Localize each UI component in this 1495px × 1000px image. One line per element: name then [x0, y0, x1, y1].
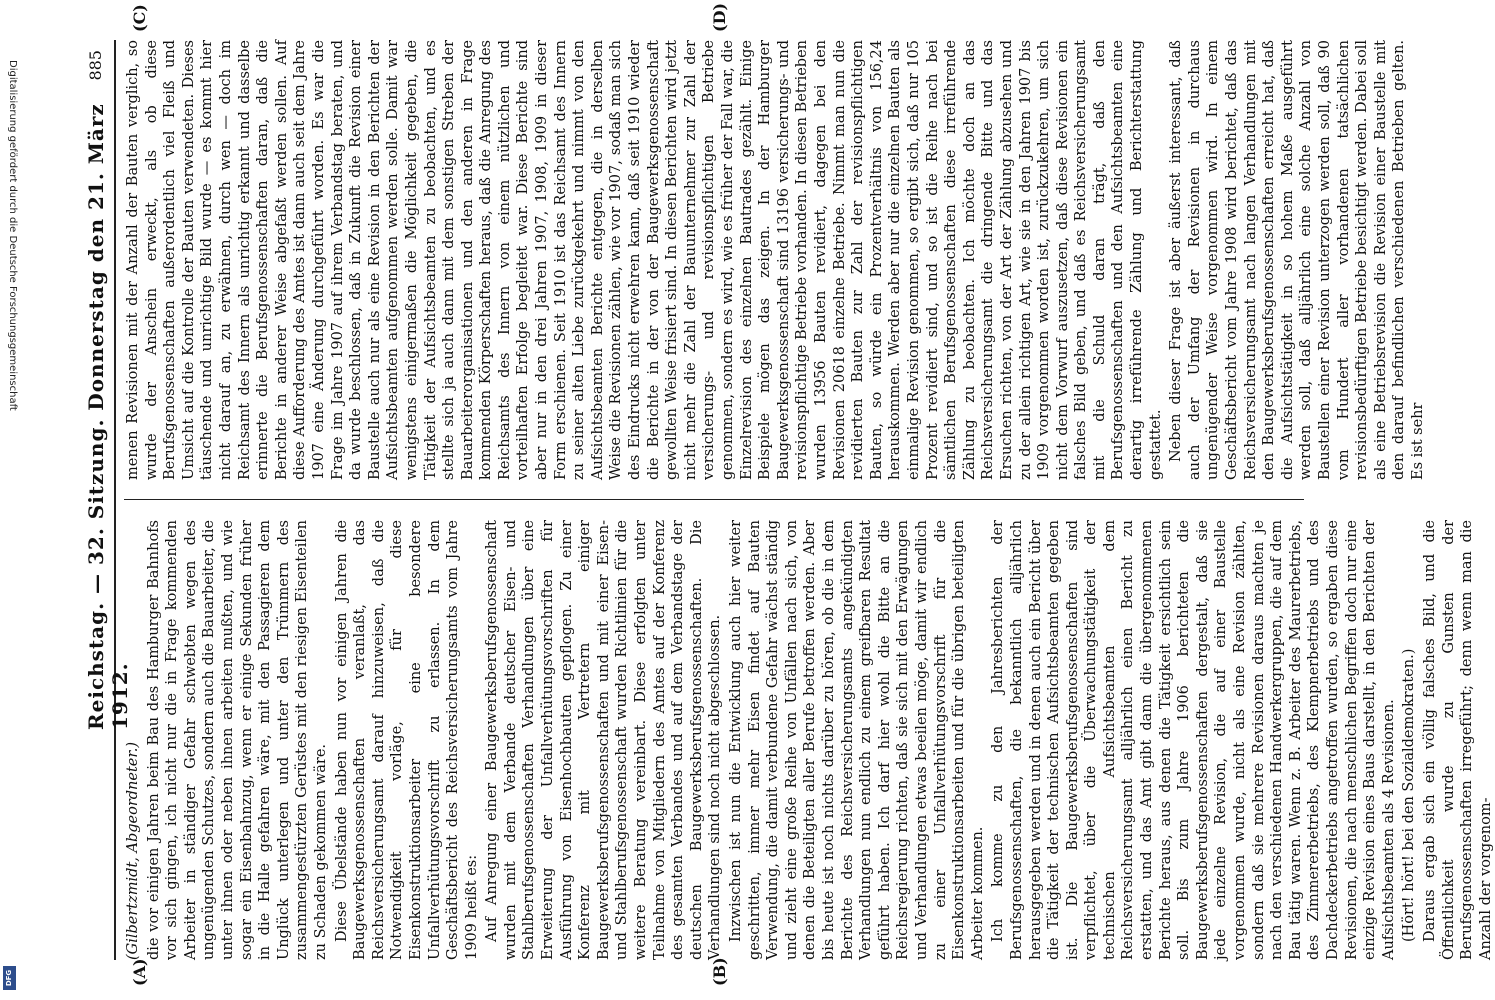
- interjection: (Hört! hört! bei den Sozialdemokraten.): [1401, 648, 1418, 942]
- paragraph: menen Revisionen mit der Anzahl der Bauten verglich, so wurde der Anschein erweckt, als ob diese Berufsgenossenschaften außerordentlich viel Fleiß und Umsicht auf die Kontrolle der Bauten verwendeten. Dieses täuschende und unrichtige Bild wurde — es kommt hier nicht darauf an, zu erwähnen, durch wen — doch im Reichsamt des Innern als unrichtig erkannt und dasselbe erinnerte die Berufsgenossenschaften daran, daß die Berichte in anderer Weise abgefaßt werden sollen. Auf diese Aufforderung des Amtes ist dann auch seit dem Jahre 1907 eine Änderung durchgeführt worden. Es war die Frage im Jahre 1907 auf ihrem Verbandstag beraten, und da wurde beschlossen, daß in Zukunft die Revision einer Baustelle auch nur als eine Revision in den Berichten der Aufsichtsbeamten aufgenommen werden solle. Damit war wenigstens einigermaßen die Möglichkeit gegeben, die Tätigkeit der Aufsichtsbeamten zu beobachten, und es stellte sich ja auch dann mit dem sonstigen Streben der Bauarbeiterorganisationen und den anderen in Frage kommenden Körperschaften heraus, daß die Anregung des Reichsamts des Innern von einem nützlichen und vorteilhaften Erfolge begleitet war. Diese Berichte sind aber nur in den drei Jahren 1907, 1908, 1909 in dieser Form erschienen. Seit 1910 ist das Reichsamt des Innern zu seiner alten Liebe zurückgekehrt und nimmt von den Aufsichtsbeamten Berichte entgegen, die in derselben Weise die Revisionen zählen, wie vor 1907, sodaß man sich des Eindrucks nicht erwehren kann, daß seit 1910 wieder die Berichte in der von der Baugewerksgenossenschaft gewollten Weise frisiert sind. In diesen Berichten wird jetzt nicht mehr die Zahl der Bauunternehmer zur Zahl der versicherungs- und revisionspflichtigen Betriebe genommen, sondern es wird, wie es früher der Fall war, die Einzelrevision des einzelnen Bautrades gezählt. Einige Beispiele mögen das zeigen. In der Hamburger Baugewerksgenossenschaft sind 13196 versicherungs- und revisionspflichtige Betriebe vorhanden. In diesen Betrieben wurden 13956 Bauten revidiert, dagegen bei den Revisionen 20618 einzelne Betriebe. Nimmt man nun die revidierten Bauten zur Zahl der revisionspflichtigen Bauten, so würde ein Prozentverhältnis von 156,24 herauskommen. Werden aber nur die einzelnen Bauten als einmalige Revision genommen, so ergibt sich, daß nur 105 Prozent revidiert sind, und so ist die Reihe nach bei sämtlichen Berufsgenossenschaften diese irreführende Zählung zu beobachten. Ich möchte doch an das Reichsversicherungsamt die dringende Bitte und das Ersuchen richten, von der Art der Zählung abzusehen und zu der allein richtigen Art, wie sie in den Jahren 1907 bis 1909 vorgenommen worden ist, zurückzukehren, um sich nicht dem Vorwurf auszusetzen, daß diese Revisionen ein falsches Bild geben, und daß es Reichsversicherungsamt mit die Schuld daran trägt, daß den Berufsgenossenschaften und den Aufsichtsbeamten eine derartig irreführende Zählung und Berichterstattung gestattet.: [125, 40, 1164, 480]
- dfg-logo-text: DFG: [5, 969, 14, 987]
- dfg-logo: [3, 966, 16, 990]
- digitization-credit: [4, 60, 20, 960]
- digitization-credit-text: Digitalisierung gefördert durch die Deutsche Forschungsgemeinschaft: [7, 60, 18, 411]
- paragraph: Neben dieser Frage ist aber äußerst interessant, daß auch der Umfang der Revisionen in durchaus ungenügender Weise vorgenommen wird. In einem Geschäftsbericht vom Jahre 1908 wird berichtet, daß das Reichsversicherungsamt nach langen Verhandlungen mit den Baugewerksberufsgenossenschaften erreicht hat, daß die Aufsichtstätigkeit in so hohem Maße ausgeführt werden soll, daß alljährlich eine solche Anzahl von Baustellen einer Revision unterzogen werden soll, daß 90 vom Hundert aller vorhandenen tatsächlichen revisionsbedürftigen Betriebe besichtigt werden. Dabei soll als eine Betriebsrevision die Revision einer Baustelle mit den darauf befindlichen verschiedenen Betrieben gelten. Es ist sehr: [1168, 40, 1426, 480]
- margin-mark-a: (A): [130, 958, 149, 986]
- paragraph: Inzwischen ist nun die Entwicklung auch hier weiter geschritten, immer mehr Eisen findet auf Bauten Verwendung, die damit verbundene Gefahr wächst ständig und zieht eine große Reihe von Unfällen nach sich, von denen die Beteiligten aller Berufe betroffen werden. Aber bis heute ist noch nichts darüber zu hören, ob die in dem Berichte des Reichsversicherungsamts angekündigten Verhandlungen nun endlich zu einem greifbaren Resultat geführt haben. Ich darf hier wohl die Bitte an die Reichsregierung richten, daß sie sich mit den Erwägungen und Verhandlungen etwas beeilen möge, damit wir endlich zu einer Unfallverhütungsvorschrift für die Eisenkonstruktionsarbeiten und für die übrigen beteiligten Arbeiter kommen.: [728, 520, 986, 960]
- paragraph: die vor einigen Jahren beim Bau des Hamburger Bahnhofs vor sich gingen, ich nicht nur die in Frage kommenden Arbeiter in ständiger Gefahr schwebten wegen des ungenügenden Schutzes, sondern auch die Bauarbeiter, die unter ihnen oder neben ihnen arbeiten mußten, und wie sogar ein Eisenbahnzug, wenn er einige Sekunden früher in die Halle gefahren wäre, mit den Passagieren dem Unglück unterlegen und unter den Trümmern des zusammengestürzten Gerüstes mit den riesigen Eisenteilen zu Schaden gekommen wäre.: [145, 520, 329, 960]
- column-divider: [124, 499, 1304, 500]
- margin-mark-d: (D): [710, 2, 729, 32]
- document-page: [60, 0, 1494, 1000]
- paragraph: Ich komme zu den Jahresberichten der Berufsgenossenschaften, die bekanntlich alljährlich herausgegeben werden und in denen auch ein Bericht über die Tätigkeit der technischen Aufsichtsbeamten gegeben ist. Die Baugewerksberufsgenossenschaften sind verpflichtet, über die Überwachungstätigkeit der technischen Aufsichtsbeamten dem Reichsversicherungsamt alljährlich einen Bericht zu erstatten, und das Amt gibt dann die übergenommenen Berichte heraus, aus denen die Tätigkeit ersichtlich sein soll. Bis zum Jahre 1906 berichteten die Baugewerksberufsgenossenschaften dergestalt, daß sie jede einzelne Revision, die auf einer Baustelle vorgenommen wurde, nicht als eine Revision zählten, sondern daß sie mehrere Revisionen daraus machten je nach den verschiedenen Handwerkergruppen, die auf dem Bau tätig waren. Wenn z. B. Arbeiter des Maurerbetriebs, des Zimmererbetriebs, des Klempnerbetriebs und des Dachdeckerbetriebs angetroffen wurden, so ergaben diese Revisionen, die nach menschlichen Begriffen doch nur eine einzige Revision eines Baus darstellt, in den Berichten der Aufsichtsbeamten als 4 Revisionen.: [990, 520, 1397, 960]
- margin-mark-b: (B): [710, 957, 729, 986]
- speaker-label: (Gilbertzmidt, Abgeordneter.): [125, 742, 141, 960]
- right-column: [124, 40, 1426, 480]
- paragraph: Diese Übelstände haben nun vor einigen Jahren die Baugewerksgenossenschaften veranlaßt, das Reichsversicherungsamt darauf hinzuweisen, daß die Notwendigkeit vorläge, für diese Eisenkonstruktionsarbeiter eine besondere Unfallverhütungsvorschrift zu erlassen. In dem Geschäftsbericht des Reichsversicherungsamts vom Jahre 1909 heißt es:: [333, 520, 480, 960]
- margin-mark-c: (C): [130, 4, 149, 32]
- page-header: [80, 40, 132, 960]
- quoted-paragraph: Auf Anregung einer Baugewerksberufsgenossenschaft wurden mit dem Verbande deutscher Eisen- und Stahlberufsgenossenschaften Verhandlungen über eine Erweiterung der Unfallverhütungsvorschriften für Ausführung von Eisenhochbauten gepflogen. Zu einer Konferenz mit Vertretern einiger Baugewerksberufsgenossenschaften und mit einer Eisen- und Stahlberufsgenossenschaft wurden Richtlinien für die weitere Beratung vereinbart. Diese erfolgten unter Teilnahme von Mitgliedern des Amtes auf der Konferenz des gesamten Verbandes und auf dem Verbandstage der deutschen Baugewerksberufsgenossenschaften. Die Verhandlungen sind noch nicht abgeschlossen.: [484, 520, 724, 960]
- left-column: [124, 520, 1494, 960]
- page-title: Reichstag. — 32. Sitzung. Donnerstag den 21. März 1912.: [84, 103, 132, 730]
- paragraph: Daraus ergab sich ein völlig falsches Bild, und die Öffentlichkeit wurde zu Gunsten der Berufsgenossenschaften irregeführt; denn wenn man die Anzahl der vorgenom-: [1421, 520, 1494, 960]
- page-number: 885: [86, 50, 105, 81]
